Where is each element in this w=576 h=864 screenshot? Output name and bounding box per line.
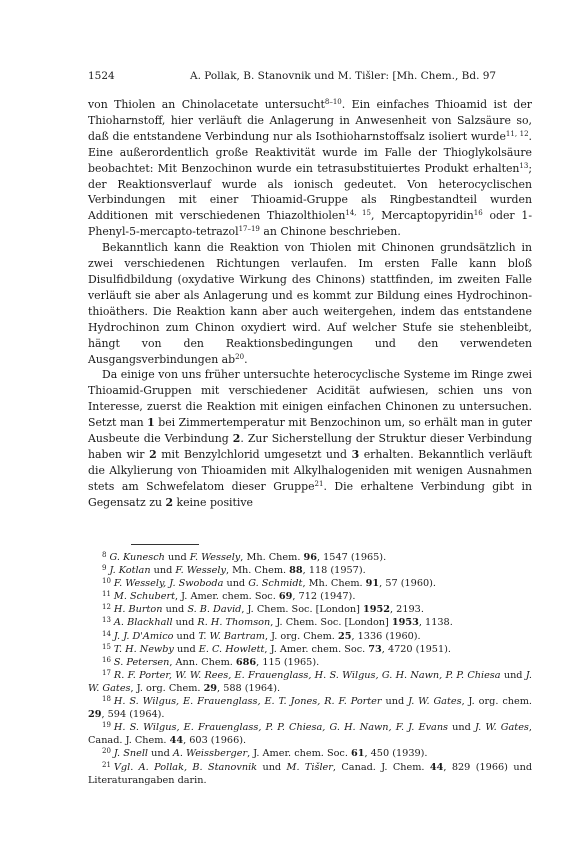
- footnote-number: 13: [102, 616, 111, 625]
- footnote-text: und: [172, 617, 198, 629]
- footnote-number: 12: [102, 603, 111, 612]
- citation-ref: 13: [519, 161, 529, 170]
- footnote-text: und: [257, 761, 287, 773]
- footnote-text: und: [164, 552, 190, 563]
- footnote: [88, 564, 532, 577]
- footnote-text: und: [223, 578, 249, 590]
- footnote-volume: 69: [278, 591, 293, 603]
- footnote-volume: 44: [429, 761, 444, 773]
- paragraph: Bekanntlich kann die Reaktion von Thiolen mit Chinonen grundsätzlich in zwei verschiedenen Richtungen verlaufen. Im ersten Falle kann bloß Disulfidbildung (oxydative Wirkung des Chinons) stattfinden, im zweiten Falle verläuft sie aber als Anlagerung und es kommt zur Bildung eines Hydrochinon-thioäthers. Die Reaktion kann aber auch weitergehen, indem das entstandene Hydrochinon zum Chinon oxydiert wird. Auf welcher Stufe sie stehenbleibt, hängt von den Reaktionsbedingungen und den verwendeten Ausgangsverbindungen $ab^{20}$.: [88, 241, 532, 366]
- footnote-authors: J. W. Gates: [408, 696, 462, 708]
- footnote-authors: J. W. Gates: [88, 669, 532, 694]
- footnote-divider: [131, 544, 199, 545]
- footnote-text: , 712 (1947).: [292, 591, 356, 603]
- footnote-authors: Vgl. A. Pollak, B. Stanovnik: [113, 761, 258, 773]
- footnote-journal: , J. Chem. Soc. [London]: [270, 617, 392, 629]
- footnote-authors: F. Wessely, J. Swoboda: [113, 578, 224, 590]
- footnote-journal: , J. org. Chem.: [264, 630, 338, 642]
- footnote-authors: H. S. Wilgus, E. Frauenglass, P. P. Chiesa, G. H. Nawn, F. J. Evans: [113, 722, 449, 734]
- footnote-number: 19: [102, 721, 111, 730]
- footnote-journal: , Canad. J. Chem.: [332, 761, 430, 773]
- footnote-authors: J. J. D'Amico: [113, 630, 174, 642]
- footnote: [88, 695, 532, 721]
- footnote-text: und: [150, 565, 176, 577]
- footnote-authors: H. S. Wilgus, E. Frauenglass, E. T. Jones, R. F. Porter: [113, 696, 382, 708]
- footnote-journal: , J. org. Chem.: [130, 682, 204, 694]
- footnote-text: , 2193.: [390, 604, 424, 616]
- footnote-volume: 1953: [391, 617, 419, 629]
- footnote-authors: G. Kunesch: [109, 552, 165, 563]
- footnote-text: und: [448, 722, 475, 734]
- compound-number: 2: [149, 447, 157, 461]
- footnote-text: , 594 (1964).: [101, 709, 165, 721]
- citation-ref: 11, 12: [505, 129, 529, 138]
- footnote-number: 18: [102, 695, 111, 704]
- footnotes: [88, 551, 532, 787]
- footnote-journal: , Canad. J. Chem.: [88, 722, 532, 747]
- footnote-volume: 686: [235, 656, 257, 668]
- footnote-number: 21: [102, 760, 111, 769]
- footnote-number: 10: [102, 577, 111, 586]
- footnote-authors: R. F. Porter, W. W. Rees, E. Frauenglass, H. S. Wilgus, G. H. Nawn, P. P. Chiesa: [113, 669, 501, 681]
- footnote-number: 16: [102, 655, 111, 664]
- footnote-authors: S. B. David: [187, 604, 242, 616]
- footnote-authors: T. H. Newby: [113, 643, 174, 655]
- footnote-journal: , J. Amer. chem. Soc.: [175, 591, 279, 603]
- footnote: [88, 643, 532, 656]
- citation-ref: 8–10: [324, 98, 342, 106]
- footnote-text: und: [162, 604, 188, 616]
- footnote-authors: A. Weissberger: [172, 748, 248, 760]
- footnote-text: , 1336 (1960).: [351, 630, 421, 642]
- footnote-number: 15: [102, 642, 111, 651]
- footnote-authors: E. C. Howlett: [198, 643, 265, 655]
- footnote-number: 20: [102, 747, 111, 756]
- compound-number: 2: [232, 432, 241, 446]
- footnote: [88, 630, 532, 643]
- footnote-text: , 4720 (1951).: [381, 643, 451, 655]
- footnote: [88, 603, 532, 616]
- footnote-volume: 91: [365, 578, 380, 590]
- citation-ref: 16: [473, 209, 483, 218]
- footnote-journal: , J. org. chem.: [461, 696, 533, 708]
- footnote-text: , 115 (1965).: [256, 656, 320, 668]
- footnote-authors: A. Blackhall: [113, 617, 173, 629]
- footnote-text: , 603 (1966).: [183, 735, 247, 747]
- footnote-authors: R. H. Thomson: [197, 617, 271, 629]
- footnote-text: und: [173, 643, 199, 655]
- footnote: [88, 669, 532, 695]
- footnote-authors: F. Wessely: [175, 565, 226, 577]
- footnote-number: 9: [102, 564, 107, 573]
- footnote-text: , 450 (1939).: [364, 748, 428, 760]
- footnote-volume: 25: [337, 630, 352, 642]
- footnote-authors: J. Snell: [113, 748, 149, 760]
- footnote-authors: J. Kotlan: [109, 565, 151, 577]
- footnote: [88, 590, 532, 603]
- footnote-volume: 29: [203, 682, 218, 694]
- running-head: A. Pollak, B. Stanovnik und M. Tišler: [Mh. Chem., Bd. 97: [190, 70, 497, 82]
- footnote-authors: S. Petersen: [113, 656, 170, 668]
- footnote-text: , 57 (1960).: [379, 578, 437, 590]
- footnote-journal: , Ann. Chem.: [169, 656, 236, 668]
- footnote-volume: 96: [303, 552, 317, 563]
- footnote: [88, 747, 532, 760]
- article-body: [88, 97, 532, 511]
- footnote-text: und: [500, 669, 526, 681]
- page-number: 1524: [88, 70, 115, 82]
- footnote: [88, 721, 532, 747]
- footnote-text: und: [381, 696, 409, 708]
- paragraph: von Thiolen an Chinolacetate untersucht$^{8-10}$. Ein einfaches Thioamid ist der Thioharnstoff, hier verläuft die Anlagerung in Anwesenheit von Salzsäure so, daß die entstandene Verbindung nur als Isothioharnstoffsalz isoliert wurde$^{11, 12}$. Eine außerordentlich große Reaktivität wurde im Falle der Thioglykolsäure beobachtet: Mit Benzochinon wurde ein tetrasubstituiertes Produkt erhalten$^{13}$; der Reaktionsverlauf wurde als ionisch gedeutet. Von heterocyclischen Verbindungen mit einer Thioamid-Gruppe als Ringbestandteil wurden Additionen mit verschiedenen Thiazolthiolen$^{14, 15}$, Mercaptopyridin$^{16}$ oder 1-Phenyl-5-mercapto-tetrazol$^{17-19}$ an Chinone beschrieben.: [88, 98, 533, 239]
- footnote-text: und: [173, 630, 199, 642]
- footnote-volume: 61: [351, 748, 365, 760]
- footnote-number: 17: [102, 668, 111, 677]
- compound-number: 2: [165, 495, 174, 509]
- citation-ref: 14, 15: [345, 209, 371, 218]
- footnote-authors: T. W. Bartram: [198, 630, 265, 642]
- footnote-text: , 1138.: [418, 617, 453, 629]
- footnote-journal: , J. Amer. chem. Soc.: [264, 643, 369, 655]
- footnote: [88, 616, 532, 629]
- footnote: [88, 656, 532, 669]
- footnote-authors: M. Schubert: [113, 591, 175, 603]
- footnote-journal: , Mh. Chem.: [240, 552, 304, 563]
- footnote-journal: , Mh. Chem.: [225, 565, 290, 577]
- footnote-journal: , Mh. Chem.: [302, 578, 366, 590]
- citation-ref: 20: [235, 352, 245, 361]
- compound-number: 1: [147, 416, 155, 430]
- footnote-volume: 44: [169, 735, 184, 747]
- footnote-authors: G. Schmidt: [248, 578, 303, 590]
- footnote-volume: 29: [88, 709, 102, 721]
- footnote-number: 8: [102, 551, 107, 559]
- footnote-volume: 73: [368, 643, 382, 655]
- footnote-authors: H. Burton: [113, 604, 163, 616]
- footnote-number: 14: [102, 629, 111, 638]
- footnote-number: 11: [102, 590, 111, 599]
- compound-number: 3: [351, 447, 360, 461]
- citation-ref: 17–19: [238, 225, 260, 234]
- footnote-text: , 118 (1957).: [302, 565, 366, 577]
- footnote-volume: 88: [289, 565, 303, 577]
- citation-ref: 21: [314, 479, 324, 488]
- paragraph: Da einige von uns früher untersuchte heterocyclische Systeme im Ringe zwei Thioamid-Gruppen mit verschiedener Acidität aufwiesen, schien uns von Interesse, zuerst die Reaktion mit einigen einfachen Chinonen zu untersuchen. Setzt man 1 bei Zimmertemperatur mit Benzochinon um, so erhält man in guter Ausbeute die Verbindung 2. Zur Sicherstellung der Struktur dieser Verbindung haben wir 2 mit Benzylchlorid umgesetzt und 3 erhalten. Bekanntlich verläuft die Alkylierung von Thioamiden mit Alkylhalogeniden mit wenigen Ausnahmen stets am Schwefelatom dieser Gruppe$^{21}$. Die erhaltene Verbindung gibt in Gegensatz zu 2 keine positive: [88, 368, 533, 509]
- footnote-text: , 588 (1964).: [217, 682, 281, 694]
- footnote: [88, 761, 532, 787]
- footnote-text: und: [148, 748, 173, 760]
- footnote-authors: J. W. Gates: [474, 722, 529, 734]
- footnote: [88, 577, 532, 590]
- footnote-authors: M. Tišler: [286, 761, 333, 773]
- footnote-text: , 829 (1966) und Literaturangaben darin.: [88, 761, 533, 786]
- footnote: [88, 551, 532, 564]
- footnote-authors: F. Wessely: [189, 552, 241, 563]
- footnote-text: , 1547 (1965).: [316, 552, 387, 563]
- footnote-volume: 1952: [363, 604, 390, 616]
- footnote-journal: , J. Chem. Soc. [London]: [241, 604, 364, 616]
- footnote-journal: , J. Amer. chem. Soc.: [247, 748, 351, 760]
